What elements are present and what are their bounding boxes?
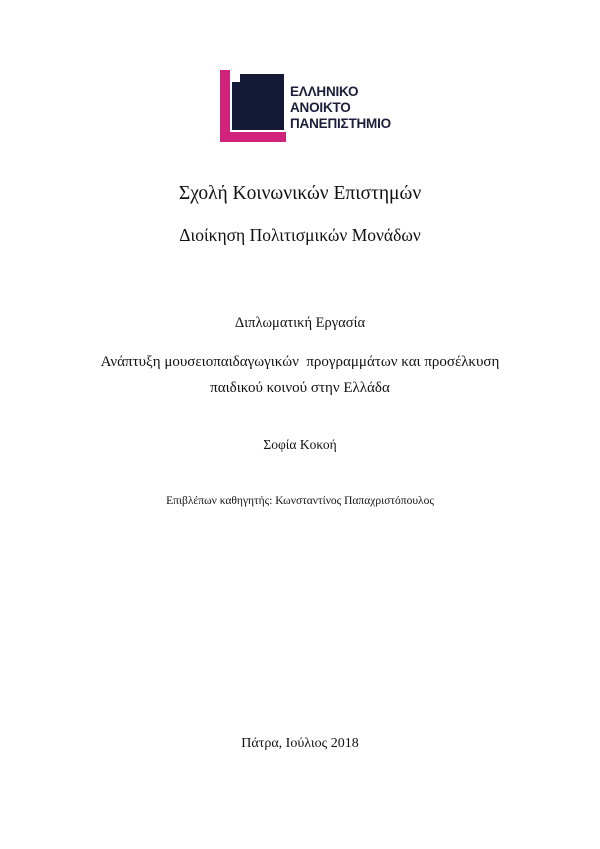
school-name: Σχολή Κοινωνικών Επιστημών [178,183,422,204]
author-name: Σοφία Κοκοή [263,437,337,452]
supervisor: Επιβλέπων καθηγητής: Κωνσταντίνος Παπαχριστόπουλος [166,495,434,507]
thesis-title [0,349,600,401]
university-logo-wordmark [290,84,391,132]
thesis-title-line-1: Ανάπτυξη μουσειοπαιδαγωγικών προγραμμάτων και προσέλκυση [100,354,500,370]
document-type: Διπλωματική Εργασία [234,315,366,331]
university-logo [220,70,410,144]
program-name: Διοίκηση Πολιτισμικών Μονάδων [179,225,421,245]
logo-line-2: ΑΝΟΙΚΤΟ [290,100,351,115]
logo-line-3: ΠΑΝΕΠΙΣΤΗΜΙΟ [290,116,391,131]
logo-line-1: ΕΛΛΗΝΙΚΟ [290,84,359,99]
university-logo-mark-icon [220,70,286,142]
thesis-title-line-2: παιδικού κοινού στην Ελλάδα [210,380,390,396]
place-and-date: Πάτρα, Ιούλιος 2018 [241,736,359,751]
